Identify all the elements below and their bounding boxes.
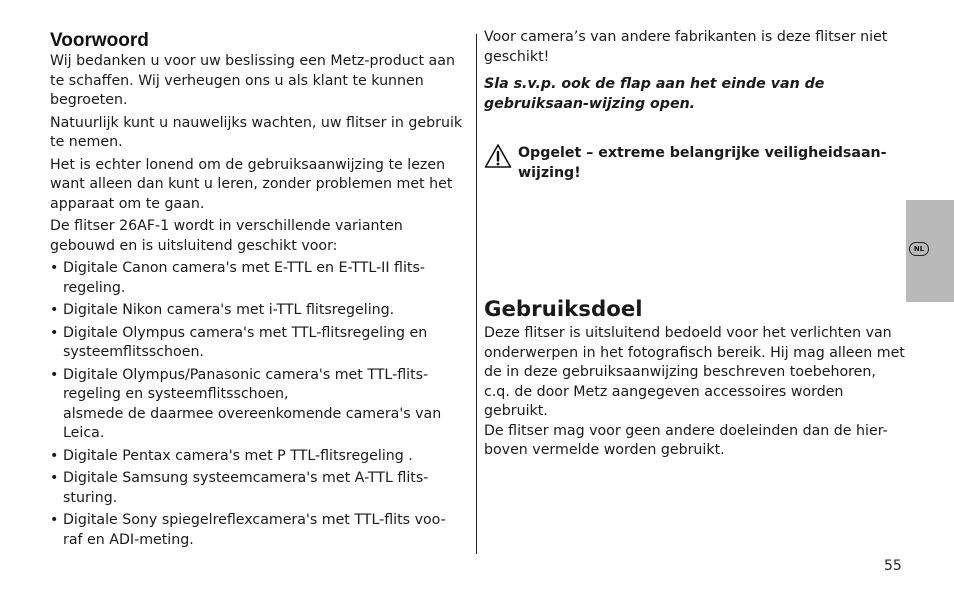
intro-paragraph-2: Natuurlijk kunt u nauwelijks wachten, uw flitser in gebruik te nemen. — [50, 114, 463, 150]
bullet-icon: • — [50, 447, 59, 464]
list-item-text: Digitale Pentax camera's met P TTL-flitsregeling . — [63, 447, 413, 464]
purpose-paragraph — [484, 324, 906, 461]
list-item-text: Digitale Nikon camera's met i-TTL flitsregeling. — [63, 302, 395, 318]
list-item — [50, 447, 472, 467]
column-divider — [476, 34, 477, 554]
section-title-gebruiksdoel: Gebruiksdoel — [484, 297, 643, 322]
list-item — [50, 324, 472, 363]
intro-paragraph-4: De flitser 26AF-1 wordt in verschillende varianten gebouwd en is uitsluitend geschikt voor: — [50, 218, 403, 254]
list-item — [50, 301, 472, 321]
list-item-text: Digitale Olympus camera's met TTL-flitsregeling en systeemflitsschoen. — [63, 324, 428, 360]
intro-paragraph-3: Het is echter lonend om de gebruiksaanwijzing te lezen want alleen dan kunt u leren, zonder problemen met het apparaat om te gaan. — [50, 156, 453, 212]
bullet-icon: • — [50, 260, 59, 276]
list-item-text: Digitale Canon camera's met E-TTL en E-TTL-II flits- regeling. — [63, 260, 425, 296]
bullet-icon: • — [50, 512, 59, 528]
camera-compatibility-list — [50, 259, 472, 550]
page-number: 55 — [884, 558, 902, 574]
warning-triangle-icon — [484, 143, 512, 169]
list-item — [50, 469, 472, 508]
warning-text: Opgelet – extreme belangrijke veiligheidsaan-wijzing! — [518, 145, 887, 181]
right-column — [484, 28, 906, 458]
bullet-icon: • — [50, 302, 59, 318]
language-badge: NL — [909, 242, 929, 256]
bullet-icon: • — [50, 366, 59, 383]
list-item — [50, 259, 472, 298]
list-item-text: Digitale Sony spiegelreflexcamera's met TTL-flits voo- raf en ADI-meting. — [63, 512, 446, 548]
list-item — [50, 511, 472, 550]
purpose-text-1: Deze flitser is uitsluitend bedoeld voor het verlichten van onderwerpen in het fotografisch bereik. Hij mag alleen met de in deze gebruiksaanwijzing beschreven toebehoren, c.q. de door Metz aangegeven accessoires worden gebruikt. — [484, 325, 905, 419]
list-item-text: Digitale Samsung systeemcamera's met A-TTL flits- sturing. — [63, 470, 429, 506]
bullet-icon: • — [50, 324, 59, 341]
intro-paragraph-1: Wij bedanken u voor uw beslissing een Metz-product aan te schaffen. Wij verheugen ons u als klant te kunnen begroeten. — [50, 53, 455, 108]
safety-warning — [484, 144, 888, 183]
bullet-icon: • — [50, 470, 59, 486]
list-item-text: Digitale Olympus/Panasonic camera's met TTL-flits- regeling en systeemflitsschoen, alsmede de daarmee overeenkomende camera's van Leica. — [63, 366, 442, 441]
purpose-text-2: De flitser mag voor geen andere doeleinden dan de hier-boven vermelde worden gebruikt. — [484, 422, 888, 458]
language-tab — [906, 200, 954, 302]
compatibility-note: Voor camera’s van andere fabrikanten is deze flitser niet geschikt! — [484, 29, 888, 65]
list-item — [50, 366, 472, 444]
page-title: Voorwoord — [50, 30, 149, 51]
flap-note: Sla s.v.p. ook de flap aan het einde van de gebruiksaan-wijzing open. — [484, 76, 825, 112]
left-column — [50, 30, 472, 553]
